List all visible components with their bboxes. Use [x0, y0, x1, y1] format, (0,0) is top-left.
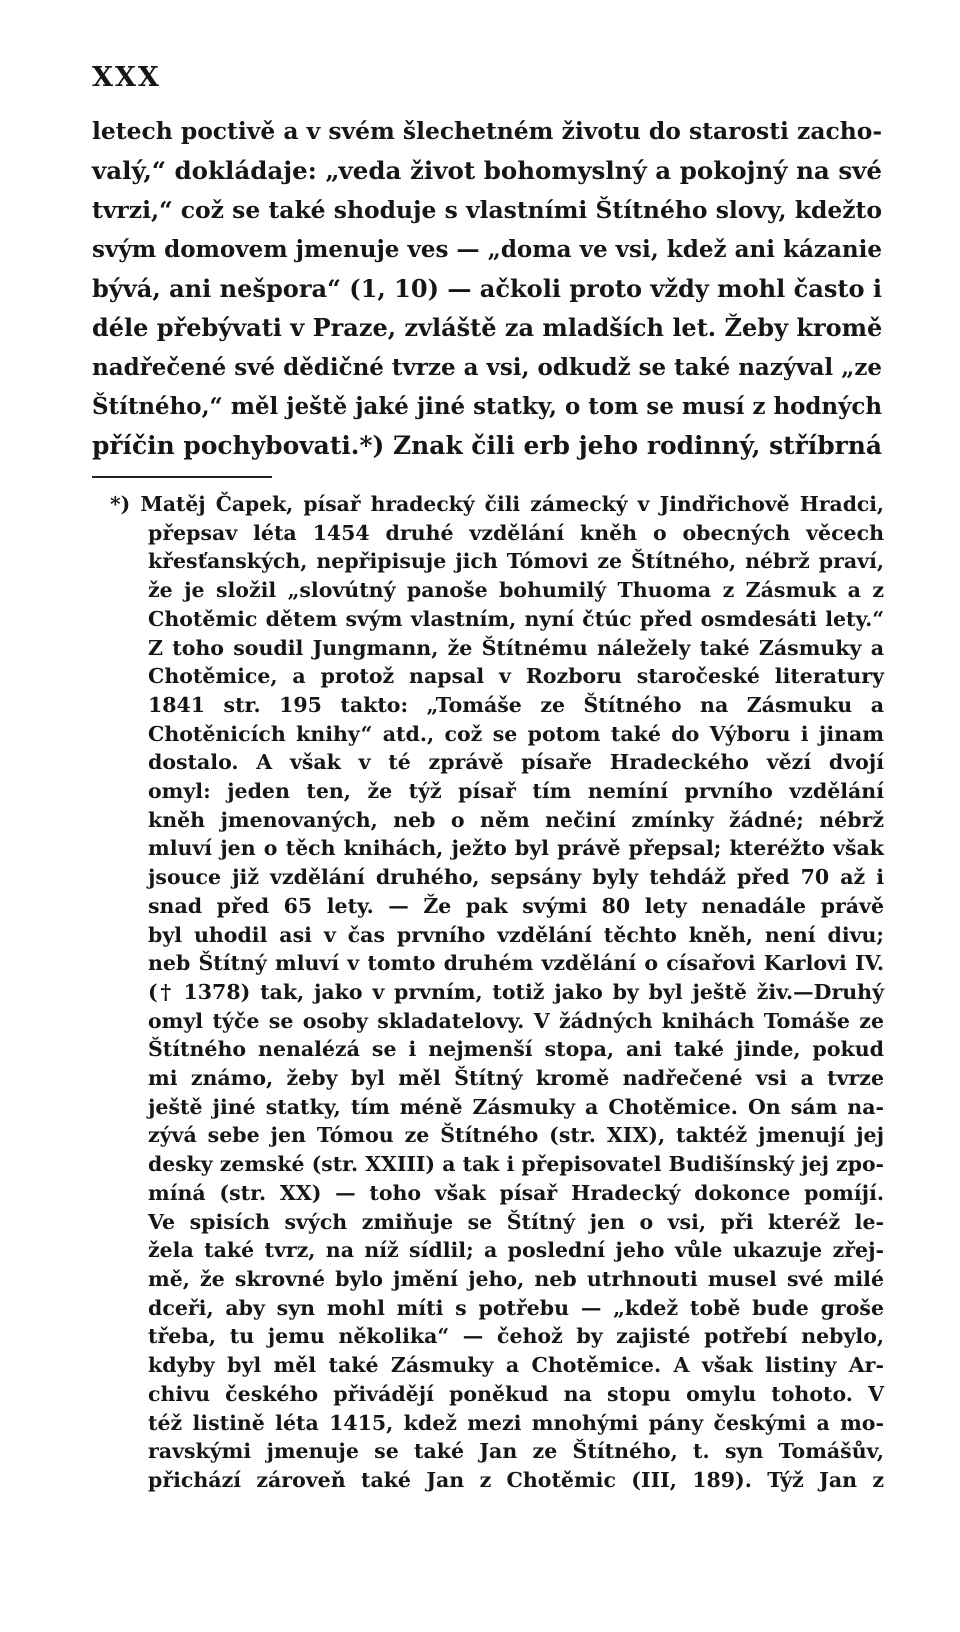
footnote-line: ravskými jmenuje se také Jan ze Štítného, t. syn Tomášův, [148, 1439, 884, 1464]
footnote-line: mě, že skrovné bylo jmění jeho, neb utrhnouti musel své milé [148, 1266, 884, 1291]
footnote-line: dceři, aby syn mohl míti s potřebu — „kdež tobě bude groše [148, 1295, 884, 1320]
body-line: tvrzi,“ což se také shoduje s vlastními Štítného slovy, kdežto [92, 195, 882, 224]
footnote-line: († 1378) tak, jako v prvním, totiž jako by byl ještě živ.—Druhý [148, 979, 884, 1004]
footnote-line: též listině léta 1415, kdež mezi mnohými pány českými a mo- [148, 1410, 884, 1435]
footnote-line: Chotěmic dětem svým vlastním, nyní čtúc před osmdesáti lety.“ [148, 606, 884, 631]
footnote-line: omyl týče se osoby skladatelovy. V žádných knihách Tomáše ze [148, 1008, 884, 1033]
body-line: Štítného,“ měl ještě jaké jiné statky, o tom se musí z hodných [92, 393, 882, 421]
footnote-line: Chotěmice, a protož napsal v Rozboru staročeské literatury [148, 664, 884, 689]
body-line: déle přebývati v Praze, zvláště za mladších let. Žeby kromě [92, 313, 883, 343]
footnote-divider [92, 476, 272, 478]
footnote-line: míná (str. XX) — toho však písař Hradecký dokonce pomíjí. [148, 1180, 884, 1205]
footnote-line: snad před 65 lety. — Že pak svými 80 lety nenadále právě [148, 893, 884, 918]
footnote-line: Štítného nenalézá se i nejmenší stopa, ani také jinde, pokud [148, 1037, 884, 1062]
body-line: letech poctivě a v svém šlechetném životu do starosti zacho- [92, 117, 883, 145]
footnote-line: mluví jen o těch knihách, ježto byl právě přepsal; kteréžto však [148, 836, 884, 861]
footnote-line: 1841 str. 195 takto: „Tomáše ze Štítného na Zásmuku a [148, 692, 884, 717]
footnote-line: neb Štítný mluví v tomto druhém vzdělání o císařovi Karlovi IV. [148, 951, 884, 976]
footnote-line: přichází zároveň také Jan z Chotěmic (III, 189). Týž Jan z [148, 1467, 884, 1492]
footnote-line: desky zemské (str. XXIII) a tak i přepisovatel Budišínský jej zpo- [148, 1152, 884, 1177]
footnote-line: omyl: jeden ten, že týž písař tím nemíní prvního vzdělání [148, 779, 884, 804]
footnote-line: mi známo, žeby byl měl Štítný kromě nadřečené vsi a tvrze [148, 1066, 884, 1091]
body-line: příčin pochybovati.*) Znak čili erb jeho rodinný, stříbrná [92, 431, 882, 461]
body-line: svým domovem jmenuje ves — „doma ve vsi, kdež ani kázanie [92, 235, 882, 263]
footnote-line: dostalo. A však v té zprávě písaře Hradeckého vězí dvojí [148, 750, 884, 775]
footnote-line: zývá sebe jen Tómou ze Štítného (str. XIX), taktéž jmenují jej [148, 1123, 884, 1148]
footnote-line: žela také tvrz, na níž sídlil; a poslední jeho vůle ukazuje zřej- [148, 1238, 884, 1263]
footnote-line: *) Matěj Čapek, písař hradecký čili zámecký v Jindřichově Hradci, [110, 492, 884, 516]
footnote-line: kněh jmenovaných, neb o něm nečiní zmínky žádné; nébrž [148, 807, 884, 832]
footnote-line: ještě jiné statky, tím méně Zásmuky a Chotěmice. On sám na- [148, 1094, 884, 1119]
footnote-line: že je složil „slovútný panoše bohumilý Thuoma z Zásmuk a z [148, 578, 884, 603]
footnote-line: kdyby byl měl také Zásmuky a Chotěmice. A však listiny Ar- [148, 1353, 884, 1378]
body-line: bývá, ani nešpora“ (1, 10) — ačkoli proto vždy mohl často i [92, 274, 883, 304]
footnote-line: třeba, tu jemu několika“ — čehož by zajisté potřebí nebylo, [148, 1324, 884, 1349]
footnote-line: jsouce již vzdělání druhého, sepsány byly tehdáž před 70 až i [148, 865, 884, 890]
footnote-line: chivu českého přivádějí poněkud na stopu omylu tohoto. V [148, 1381, 884, 1406]
footnote-line: křesťanských, nepřipisuje jich Tómovi ze Štítného, nébrž praví, [148, 549, 884, 574]
body-line: valý,“ dokládaje: „veda život bohomyslný a pokojný na své [92, 156, 882, 186]
page-number: XXX [92, 62, 161, 93]
footnote-line: Chotěnicích knihy“ atd., což se potom také do Výboru i jinam [148, 721, 884, 746]
footnote-line: Ve spisích svých zmiňuje se Štítný jen o vsi, při kteréž le- [148, 1209, 884, 1234]
body-text [92, 112, 882, 466]
body-line: nadřečené své dědičné tvrze a vsi, odkudž se také nazýval „ze [92, 353, 882, 381]
footnote [110, 490, 884, 1495]
footnote-line: byl uhodil asi v čas prvního vzdělání těchto kněh, není divu; [148, 922, 884, 947]
footnote-line: přepsav léta 1454 druhé vzdělání kněh o obecných věcech [148, 520, 884, 545]
footnote-line: Z toho soudil Jungmann, že Štítnému náležely také Zásmuky a [148, 635, 884, 660]
